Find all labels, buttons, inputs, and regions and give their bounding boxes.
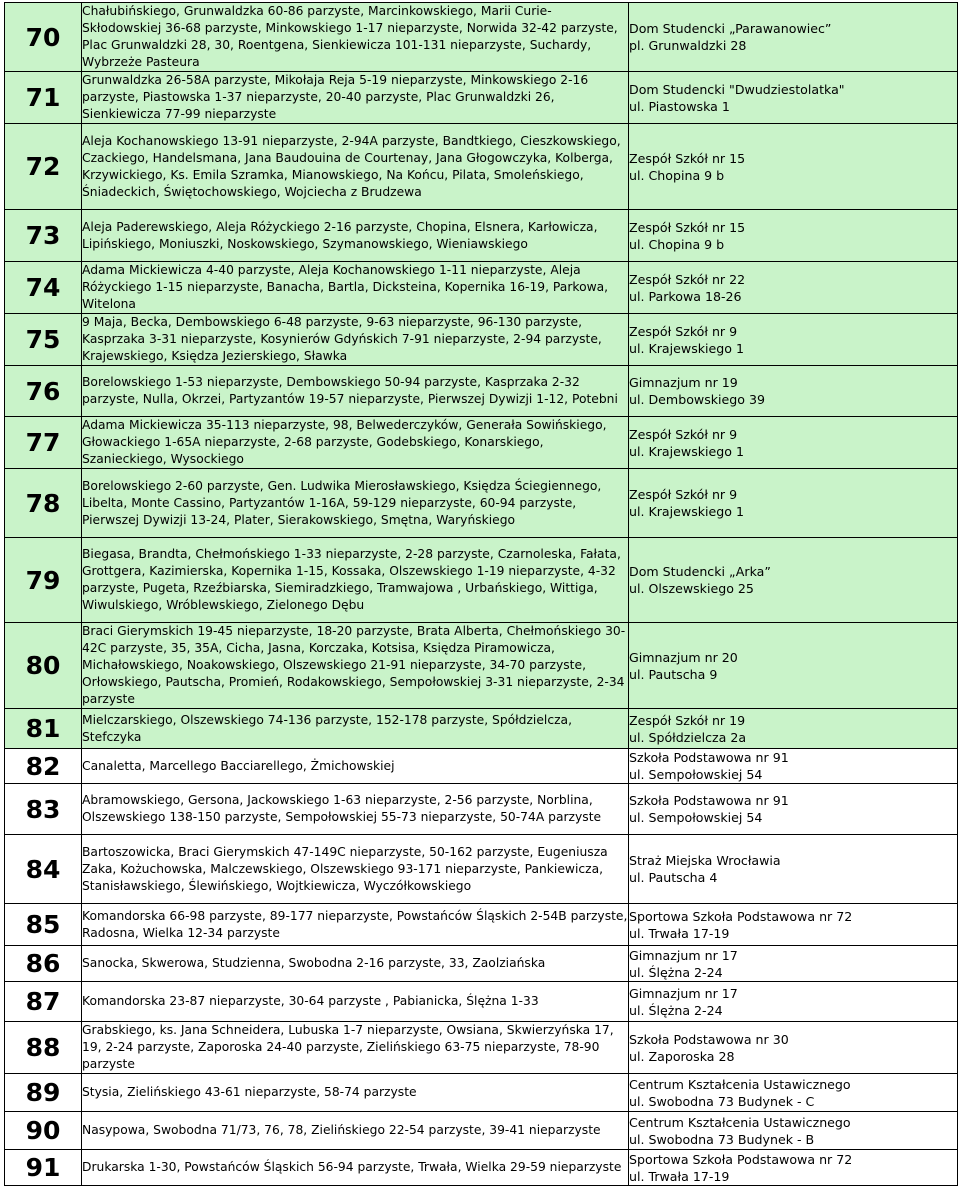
district-number: 81: [5, 709, 82, 749]
streets-text: Braci Gierymskich 19-45 nieparzyste, 18-20 parzyste, Brata Alberta, Chełmońskiego 30-42C parzyste, 35, 35A, Cicha, Jasna, Korczaka, Kotsisa, Księdza Piramowicza, Michałowskiego, Noakowskiego, Olszewskiego 21-91 nieparzyste, 34-70 parzyste, Orłowskiego, Pautscha, Promień, Rodakowskiego, Sempołowskiej 3-31 nieparzyste, 2-34 parzyste: [82, 624, 626, 706]
district-streets: [82, 709, 629, 749]
polling-station-name: Straż Miejska Wrocławia: [629, 853, 781, 868]
polling-station-address: ul. Chopina 9 b: [629, 236, 725, 252]
streets-text: Chałubińskiego, Grunwaldzka 60-86 parzyste, Marcinkowskiego, Marii Curie-Skłodowskiej 36-68 parzyste, Minkowskiego 1-17 nieparzyste, Norwida 32-42 parzyste, Plac Grunwaldzki 28, 30, Roentgena, Sienkiewicza 101-131 nieparzyste, Suchardy, Wybrzeże Pasteura: [82, 4, 618, 69]
polling-station: [629, 538, 958, 623]
district-number: 73: [5, 210, 82, 262]
table-row: [5, 749, 958, 784]
polling-station-address: ul. Ślężna 2-24: [629, 1002, 723, 1018]
polling-station: [629, 417, 958, 469]
district-streets: [82, 1022, 629, 1074]
table-row: [5, 124, 958, 210]
table-row: [5, 1022, 958, 1074]
district-streets: [82, 904, 629, 946]
district-streets: [82, 124, 629, 210]
streets-text: Bartoszowicka, Braci Gierymskich 47-149C nieparzyste, 50-162 parzyste, Eugeniusza Zaka, Kożuchowska, Malczewskiego, Olszewskiego 93-171 nieparzyste, Pankiewicza, Stanisławskiego, Ślewińskiego, Wojtkiewicza, Wyczółkowskiego: [82, 844, 608, 893]
polling-station-name: Gimnazjum nr 19: [629, 375, 738, 390]
polling-station-address: ul. Sempołowskiej 54: [629, 810, 763, 825]
table-row: [5, 623, 958, 709]
polling-station: [629, 1074, 958, 1112]
streets-text: Nasypowa, Swobodna 71/73, 76, 78, Zielińskiego 22-54 parzyste, 39-41 nieparzyste: [82, 1123, 601, 1137]
polling-station-address: ul. Krajewskiego 1: [629, 443, 745, 459]
table-row: [5, 72, 958, 124]
table-row: [5, 210, 958, 262]
table-row: [5, 946, 958, 982]
polling-station-address: ul. Zaporoska 28: [629, 1048, 735, 1064]
table-row: [5, 1074, 958, 1112]
table-row: [5, 835, 958, 904]
table-row: [5, 262, 958, 314]
polling-station-name: Sportowa Szkoła Podstawowa nr 72: [629, 1151, 853, 1167]
polling-station-name: Zespół Szkół nr 15: [629, 219, 746, 235]
table-row: [5, 417, 958, 469]
district-streets: [82, 749, 629, 784]
table-row: [5, 1150, 958, 1186]
streets-text: Borelowskiego 2-60 parzyste, Gen. Ludwika Mierosławskiego, Księdza Ściegiennego, Libelta, Monte Cassino, Partyzantów 1-16A, 59-129 nieparzyste, 60-94 parzyste, Pierwszej Dywizji 13-24, Plater, Sierakowskiego, Smętna, Waryńskiego: [82, 478, 602, 527]
district-number: 74: [5, 262, 82, 314]
district-number: 75: [5, 314, 82, 366]
table-row: [5, 904, 958, 946]
district-number: 90: [5, 1112, 82, 1150]
polling-station-address: ul. Pautscha 9: [629, 666, 718, 682]
streets-text: Drukarska 1-30, Powstańców Śląskich 56-94 parzyste, Trwała, Wielka 29-59 nieparzyste: [82, 1160, 622, 1174]
streets-text: Komandorska 23-87 nieparzyste, 30-64 parzyste , Pabianicka, Ślężna 1-33: [82, 994, 539, 1008]
table-row: [5, 3, 958, 72]
polling-station-name: Zespół Szkół nr 9: [629, 426, 738, 442]
polling-station-name: Szkoła Podstawowa nr 91: [629, 750, 789, 765]
polling-station-name: Zespół Szkół nr 22: [629, 271, 746, 287]
polling-station-name: Gimnazjum nr 20: [629, 649, 738, 665]
polling-station-address: ul. Trwała 17-19: [629, 1168, 730, 1184]
polling-station-name: Dom Studencki „Arka”: [629, 564, 771, 579]
polling-station: [629, 124, 958, 210]
district-number: 84: [5, 835, 82, 904]
streets-text: Sanocka, Skwerowa, Studzienna, Swobodna 2-16 parzyste, 33, Zaolziańska: [82, 956, 546, 970]
district-number: 76: [5, 366, 82, 417]
polling-station-address: ul. Swobodna 73 Budynek - B: [629, 1131, 815, 1147]
district-number: 83: [5, 784, 82, 835]
polling-station-name: Zespół Szkół nr 19: [629, 712, 746, 728]
district-streets: [82, 262, 629, 314]
district-streets: [82, 3, 629, 72]
streets-text: Grunwaldzka 26-58A parzyste, Mikołaja Reja 5-19 nieparzyste, Minkowskiego 2-16 parzyste, Piastowska 1-37 nieparzyste, 20-40 parzyste, Plac Grunwaldzki 26, Sienkiewicza 77-99 nieparzyste: [82, 73, 589, 121]
polling-station-name: Dom Studencki „Parawanowiec”: [629, 21, 832, 36]
polling-station: [629, 210, 958, 262]
polling-station-address: ul. Dembowskiego 39: [629, 392, 766, 407]
streets-text: Canaletta, Marcellego Bacciarellego, Żmichowskiej: [82, 758, 395, 773]
polling-station-name: Dom Studencki "Dwudziestolatka": [629, 81, 845, 97]
polling-station: [629, 262, 958, 314]
table-row: [5, 314, 958, 366]
district-number: 89: [5, 1074, 82, 1112]
polling-station-address: ul. Olszewskiego 25: [629, 581, 754, 596]
polling-station-address: ul. Pautscha 4: [629, 870, 718, 885]
streets-text: Stysia, Zielińskiego 43-61 nieparzyste, 58-74 parzyste: [82, 1085, 417, 1099]
polling-station: [629, 982, 958, 1022]
polling-station: [629, 835, 958, 904]
district-number: 78: [5, 469, 82, 538]
polling-station-address: ul. Parkowa 18-26: [629, 288, 742, 304]
polling-station: [629, 1022, 958, 1074]
polling-station-name: Zespół Szkół nr 9: [629, 487, 738, 502]
polling-station-address: ul. Trwała 17-19: [629, 925, 730, 941]
streets-text: Adama Mickiewicza 35-113 nieparzyste, 98, Belwederczyków, Generała Sowińskiego, Głowackiego 1-65A nieparzyste, 2-68 parzyste, Godebskiego, Konarskiego, Szanieckiego, Wysockiego: [82, 418, 607, 466]
streets-text: Adama Mickiewicza 4-40 parzyste, Aleja Kochanowskiego 1-11 nieparzyste, Aleja Różyckiego 1-15 nieparzyste, Banacha, Bartla, Dicksteina, Kopernika 16-19, Parkowa, Witelona: [82, 263, 609, 311]
district-number: 80: [5, 623, 82, 709]
polling-station-name: Centrum Kształcenia Ustawicznego: [629, 1076, 851, 1092]
polling-station: [629, 749, 958, 784]
polling-station-name: Gimnazjum nr 17: [629, 947, 738, 963]
table-row: [5, 366, 958, 417]
table-row: [5, 709, 958, 749]
table-row: [5, 469, 958, 538]
polling-station-name: Zespół Szkół nr 9: [629, 323, 738, 339]
polling-station-name: Zespół Szkół nr 15: [629, 150, 746, 166]
district-streets: [82, 417, 629, 469]
district-streets: [82, 784, 629, 835]
polling-station-address: ul. Swobodna 73 Budynek - C: [629, 1093, 815, 1109]
polling-station-address: ul. Ślężna 2-24: [629, 964, 723, 980]
polling-station-name: Sportowa Szkoła Podstawowa nr 72: [629, 908, 853, 924]
polling-station: [629, 72, 958, 124]
polling-station-address: ul. Spółdzielcza 2a: [629, 729, 747, 745]
district-streets: [82, 314, 629, 366]
table-row: [5, 982, 958, 1022]
polling-station: [629, 904, 958, 946]
polling-station: [629, 709, 958, 749]
streets-text: Abramowskiego, Gersona, Jackowskiego 1-63 nieparzyste, 2-56 parzyste, Norblina, Olszewskiego 138-150 parzyste, Sempołowskiej 55-73 nieparzyste, 50-74A parzyste: [82, 793, 602, 824]
streets-text: Aleja Kochanowskiego 13-91 nieparzyste, 2-94A parzyste, Bandtkiego, Cieszkowskiego, Czackiego, Handelsmana, Jana Baudouina de Courtenay, Jana Głogowczyka, Kolberga, Krzywickiego, Ks. Emila Szramka, Mianowskiego, Na Końcu, Pilata, Smoleńskiego, Śniadeckich, Świętochowskiego, Wojciecha z Brudzewa: [82, 133, 621, 199]
district-streets: [82, 1112, 629, 1150]
polling-station: [629, 469, 958, 538]
polling-districts-table: [4, 2, 958, 1186]
polling-station-name: Szkoła Podstawowa nr 30: [629, 1031, 789, 1047]
polling-station: [629, 366, 958, 417]
table-row: [5, 538, 958, 623]
district-number: 72: [5, 124, 82, 210]
district-streets: [82, 469, 629, 538]
table-row: [5, 784, 958, 835]
district-number: 79: [5, 538, 82, 623]
polling-station-address: ul. Piastowska 1: [629, 98, 730, 114]
district-number: 70: [5, 3, 82, 72]
district-number: 91: [5, 1150, 82, 1186]
district-streets: [82, 538, 629, 623]
polling-station-name: Szkoła Podstawowa nr 91: [629, 793, 789, 808]
district-streets: [82, 1074, 629, 1112]
polling-station: [629, 1112, 958, 1150]
streets-text: Mielczarskiego, Olszewskiego 74-136 parzyste, 152-178 parzyste, Spółdzielcza, Stefczyka: [82, 712, 572, 744]
streets-text: Grabskiego, ks. Jana Schneidera, Lubuska 1-7 nieparzyste, Owsiana, Skwierzyńska 17, 19, 2-24 parzyste, Zaporoska 24-40 parzyste, Zielińskiego 63-75 nieparzyste, 78-90 parzyste: [82, 1023, 614, 1071]
streets-text: 9 Maja, Becka, Dembowskiego 6-48 parzyste, 9-63 nieparzyste, 96-130 parzyste, Kasprzaka 3-31 nieparzyste, Kosynierów Gdyńskich 7-91 nieparzyste, 2-94 parzyste, Krajewskiego, Księdza Jezierskiego, Sławka: [82, 315, 602, 363]
polling-station-address: ul. Sempołowskiej 54: [629, 767, 763, 782]
polling-station: [629, 3, 958, 72]
district-number: 77: [5, 417, 82, 469]
district-number: 82: [5, 749, 82, 784]
polling-station: [629, 623, 958, 709]
district-streets: [82, 366, 629, 417]
polling-station-address: pl. Grunwaldzki 28: [629, 38, 747, 53]
table-body: [5, 3, 958, 1186]
streets-text: Komandorska 66-98 parzyste, 89-177 nieparzyste, Powstańców Śląskich 2-54B parzyste, Radosna, Wielka 12-34 parzyste: [82, 908, 628, 940]
district-streets: [82, 835, 629, 904]
district-streets: [82, 982, 629, 1022]
streets-text: Biegasa, Brandta, Chełmońskiego 1-33 nieparzyste, 2-28 parzyste, Czarnoleska, Fałata, Grottgera, Kazimierska, Kopernika 1-15, Kossaka, Olszewskiego 1-19 nieparzyste, 4-32 parzyste, Pugeta, Rzeźbiarska, Siemiradzkiego, Tramwajowa , Urbańskiego, Wittiga, Wiwulskiego, Wróblewskiego, Zielonego Dębu: [82, 547, 621, 612]
district-streets: [82, 623, 629, 709]
streets-text: Aleja Paderewskiego, Aleja Różyckiego 2-16 parzyste, Chopina, Elsnera, Karłowicza, Lipińskiego, Moniuszki, Noskowskiego, Szymanowskiego, Wieniawskiego: [82, 219, 598, 251]
polling-station-address: ul. Krajewskiego 1: [629, 504, 745, 519]
district-number: 86: [5, 946, 82, 982]
district-number: 85: [5, 904, 82, 946]
district-streets: [82, 210, 629, 262]
polling-station-address: ul. Krajewskiego 1: [629, 340, 745, 356]
district-streets: [82, 946, 629, 982]
polling-station-address: ul. Chopina 9 b: [629, 167, 725, 183]
district-number: 87: [5, 982, 82, 1022]
district-streets: [82, 72, 629, 124]
district-number: 71: [5, 72, 82, 124]
polling-station: [629, 1150, 958, 1186]
streets-text: Borelowskiego 1-53 nieparzyste, Dembowskiego 50-94 parzyste, Kasprzaka 2-32 parzyste, Nulla, Okrzei, Partyzantów 19-57 nieparzyste, Pierwszej Dywizji 1-12, Potebni: [82, 375, 618, 406]
polling-station: [629, 784, 958, 835]
polling-station-name: Gimnazjum nr 17: [629, 985, 738, 1001]
district-number: 88: [5, 1022, 82, 1074]
district-streets: [82, 1150, 629, 1186]
polling-station: [629, 314, 958, 366]
polling-station-name: Centrum Kształcenia Ustawicznego: [629, 1114, 851, 1130]
polling-station: [629, 946, 958, 982]
table-row: [5, 1112, 958, 1150]
